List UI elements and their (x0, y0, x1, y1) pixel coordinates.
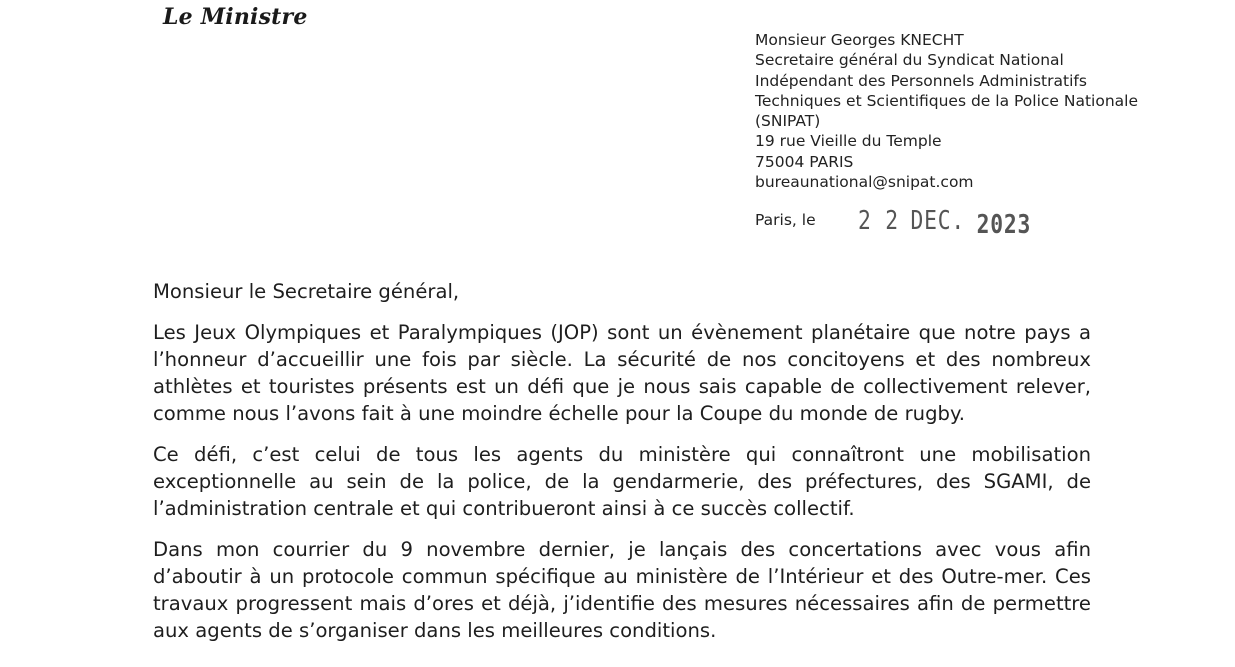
recipient-name: Monsieur Georges KNECHT (755, 31, 964, 49)
date-stamp (858, 206, 1032, 240)
date-stamp-day: 2 2 (858, 206, 899, 236)
salutation: Monsieur le Secretaire général, (153, 280, 460, 303)
sender-title: Le Ministre (163, 4, 308, 30)
recipient-line: (SNIPAT) (755, 112, 821, 131)
recipient-line: Indépendant des Personnels Administratifs (755, 71, 1087, 90)
recipient-street: 19 rue Vieille du Temple (755, 132, 942, 151)
recipient-address-block (755, 30, 1138, 192)
paragraph: Les Jeux Olympiques et Paralympiques (JOP) sont un évènement planétaire que notre pays a l’honneur d’accueillir une fois par siècle. La sécurité de nos concitoyens et des nombreux athlètes et touristes présents est un défi que je nous sais capable de collectivement relever, comme nous l’avons fait à une moindre échelle pour la Coupe du monde de rugby. (153, 321, 1091, 425)
letter-body (153, 278, 1091, 658)
paragraph: Ce défi, c’est celui de tous les agents du ministère qui connaîtront une mobilisation exceptionnelle au sein de la police, de la gendarmerie, des préfectures, des SGAMI, de l’administration centrale et qui contribueront ainsi à ce succès collectif. (153, 443, 1091, 520)
paragraph: Dans mon courrier du 9 novembre dernier, je lançais des concertations avec vous afin d’aboutir à un protocole commun spécifique au ministère de l’Intérieur et des Outre-mer. Ces travaux progressent mais d’ores et déjà, j’identifie des mesures nécessaires afin de permettre aux agents de s’organiser dans les meilleures conditions. (153, 538, 1091, 642)
recipient-line: Secretaire général du Syndicat National (755, 51, 1064, 70)
recipient-line: Techniques et Scientifiques de la Police Nationale (755, 91, 1138, 110)
date-stamp-month: DEC. (910, 206, 966, 236)
date-stamp-year: 2023 (976, 210, 1032, 240)
recipient-email: bureaunational@snipat.com (755, 173, 974, 192)
recipient-city: 75004 PARIS (755, 152, 854, 171)
date-prefix: Paris, le (755, 211, 816, 229)
